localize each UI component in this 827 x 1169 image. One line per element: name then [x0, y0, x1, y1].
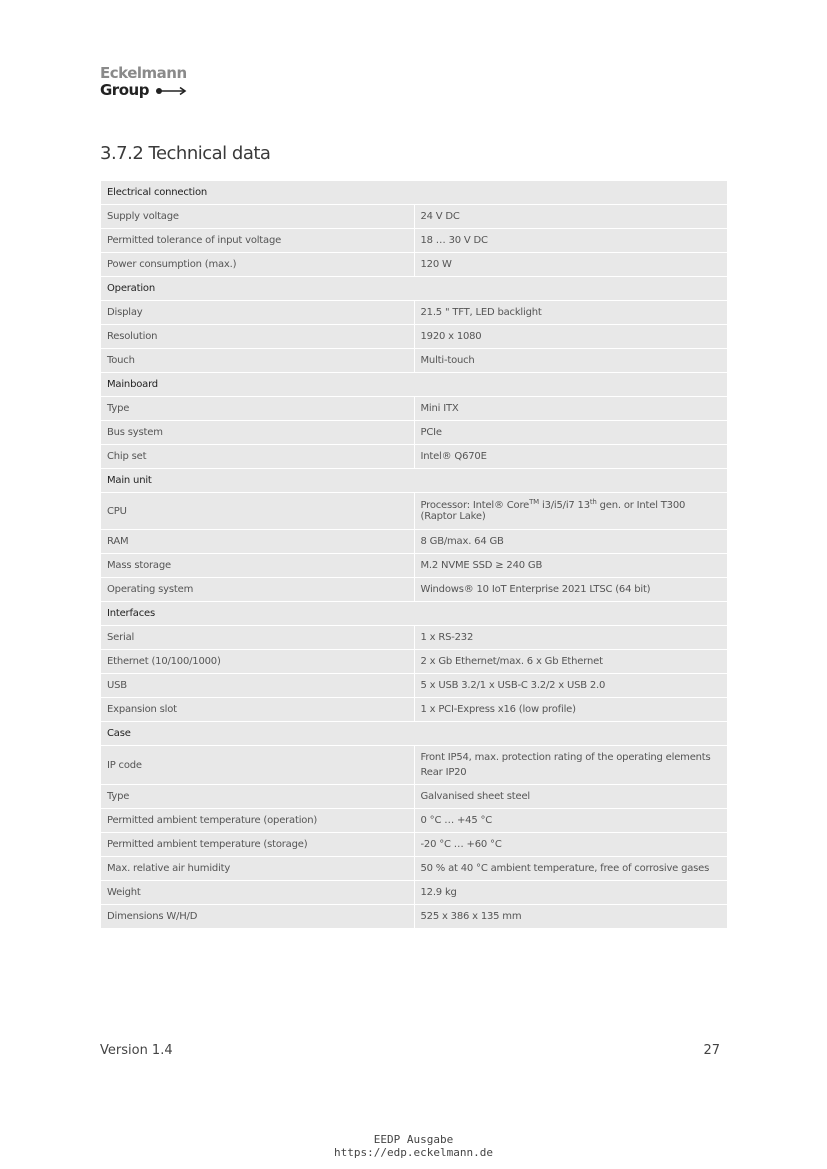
spec-value	[414, 746, 728, 785]
spec-value: 1920 x 1080	[414, 325, 728, 349]
spec-value: 5 x USB 3.2/1 x USB-C 3.2/2 x USB 2.0	[414, 674, 728, 698]
spec-label: Permitted ambient temperature (operation)	[101, 809, 415, 833]
section-heading: Electrical connection	[101, 181, 728, 205]
value-line: Rear IP20	[420, 767, 467, 778]
spec-label: Operating system	[101, 578, 415, 602]
footer-version: Version 1.4	[100, 1043, 173, 1058]
section-header-row	[101, 373, 728, 397]
table-row	[101, 493, 728, 530]
technical-data-table	[100, 180, 728, 929]
spec-value: Galvanised sheet steel	[414, 785, 728, 809]
spec-label: CPU	[101, 493, 415, 530]
stamp-line-1: EEDP Ausgabe	[373, 1133, 454, 1146]
table-row	[101, 445, 728, 469]
section-heading: Main unit	[101, 469, 728, 493]
spec-label: Resolution	[101, 325, 415, 349]
spec-value: Multi-touch	[414, 349, 728, 373]
table-row	[101, 325, 728, 349]
table-row	[101, 809, 728, 833]
logo-text-group: Group	[100, 81, 149, 99]
table-row	[101, 229, 728, 253]
spec-value: Windows® 10 IoT Enterprise 2021 LTSC (64 bit)	[414, 578, 728, 602]
table-row	[101, 698, 728, 722]
table-row	[101, 349, 728, 373]
logo-arrow-icon	[155, 86, 187, 96]
spec-value: 525 x 386 x 135 mm	[414, 905, 728, 929]
section-header-row	[101, 602, 728, 626]
section-heading: Mainboard	[101, 373, 728, 397]
table-row	[101, 530, 728, 554]
spec-label: Touch	[101, 349, 415, 373]
spec-value: 24 V DC	[414, 205, 728, 229]
edp-stamp	[0, 1133, 827, 1159]
section-heading: Case	[101, 722, 728, 746]
spec-label: Max. relative air humidity	[101, 857, 415, 881]
spec-value: 50 % at 40 °C ambient temperature, free of corrosive gases	[414, 857, 728, 881]
section-header-row	[101, 181, 728, 205]
value-part: Processor: Intel® Core	[420, 500, 530, 511]
spec-value	[414, 493, 728, 530]
table-row	[101, 881, 728, 905]
table-row	[101, 746, 728, 785]
spec-value: -20 °C … +60 °C	[414, 833, 728, 857]
logo-text-eckelmann: Eckelmann	[100, 64, 187, 82]
section-header-row	[101, 469, 728, 493]
table-row	[101, 626, 728, 650]
value-part: i3/i5/i7 13	[539, 500, 590, 511]
section-heading: Operation	[101, 277, 728, 301]
table-row	[101, 674, 728, 698]
spec-label: Bus system	[101, 421, 415, 445]
spec-value: 18 … 30 V DC	[414, 229, 728, 253]
spec-label: Supply voltage	[101, 205, 415, 229]
superscript: TM	[529, 498, 540, 506]
table-row	[101, 650, 728, 674]
table-row	[101, 833, 728, 857]
spec-value: 0 °C … +45 °C	[414, 809, 728, 833]
table-row	[101, 301, 728, 325]
superscript: th	[589, 498, 597, 506]
stamp-line-2: https://edp.eckelmann.de	[334, 1146, 493, 1159]
table-row	[101, 421, 728, 445]
table-row	[101, 857, 728, 881]
spec-label: RAM	[101, 530, 415, 554]
spec-value: 120 W	[414, 253, 728, 277]
page-title: 3.7.2 Technical data	[100, 143, 271, 164]
table-row	[101, 205, 728, 229]
table-row	[101, 785, 728, 809]
company-logo	[100, 65, 187, 99]
spec-label: Chip set	[101, 445, 415, 469]
table-row	[101, 554, 728, 578]
spec-label: Permitted tolerance of input voltage	[101, 229, 415, 253]
table-row	[101, 905, 728, 929]
table-row	[101, 397, 728, 421]
spec-label: Permitted ambient temperature (storage)	[101, 833, 415, 857]
section-header-row	[101, 277, 728, 301]
spec-value: 8 GB/max. 64 GB	[414, 530, 728, 554]
spec-value: 2 x Gb Ethernet/max. 6 x Gb Ethernet	[414, 650, 728, 674]
spec-value: 1 x RS-232	[414, 626, 728, 650]
spec-label: Display	[101, 301, 415, 325]
spec-value: 12.9 kg	[414, 881, 728, 905]
spec-label: USB	[101, 674, 415, 698]
spec-value: Intel® Q670E	[414, 445, 728, 469]
page-number: 27	[703, 1043, 720, 1058]
spec-value: 21.5 " TFT, LED backlight	[414, 301, 728, 325]
value-line: Front IP54, max. protection rating of the operating elements	[420, 752, 711, 763]
spec-value: M.2 NVME SSD ≥ 240 GB	[414, 554, 728, 578]
table-row	[101, 578, 728, 602]
spec-value: PCIe	[414, 421, 728, 445]
spec-label: Type	[101, 397, 415, 421]
value-part: gen. or Intel T300 (Raptor Lake)	[420, 500, 686, 522]
spec-label: Ethernet (10/100/1000)	[101, 650, 415, 674]
spec-label: IP code	[101, 746, 415, 785]
spec-label: Type	[101, 785, 415, 809]
section-header-row	[101, 722, 728, 746]
spec-label: Weight	[101, 881, 415, 905]
table-row	[101, 253, 728, 277]
section-heading: Interfaces	[101, 602, 728, 626]
spec-label: Expansion slot	[101, 698, 415, 722]
spec-value: 1 x PCI-Express x16 (low profile)	[414, 698, 728, 722]
spec-label: Mass storage	[101, 554, 415, 578]
spec-label: Power consumption (max.)	[101, 253, 415, 277]
spec-label: Dimensions W/H/D	[101, 905, 415, 929]
spec-value: Mini ITX	[414, 397, 728, 421]
spec-label: Serial	[101, 626, 415, 650]
